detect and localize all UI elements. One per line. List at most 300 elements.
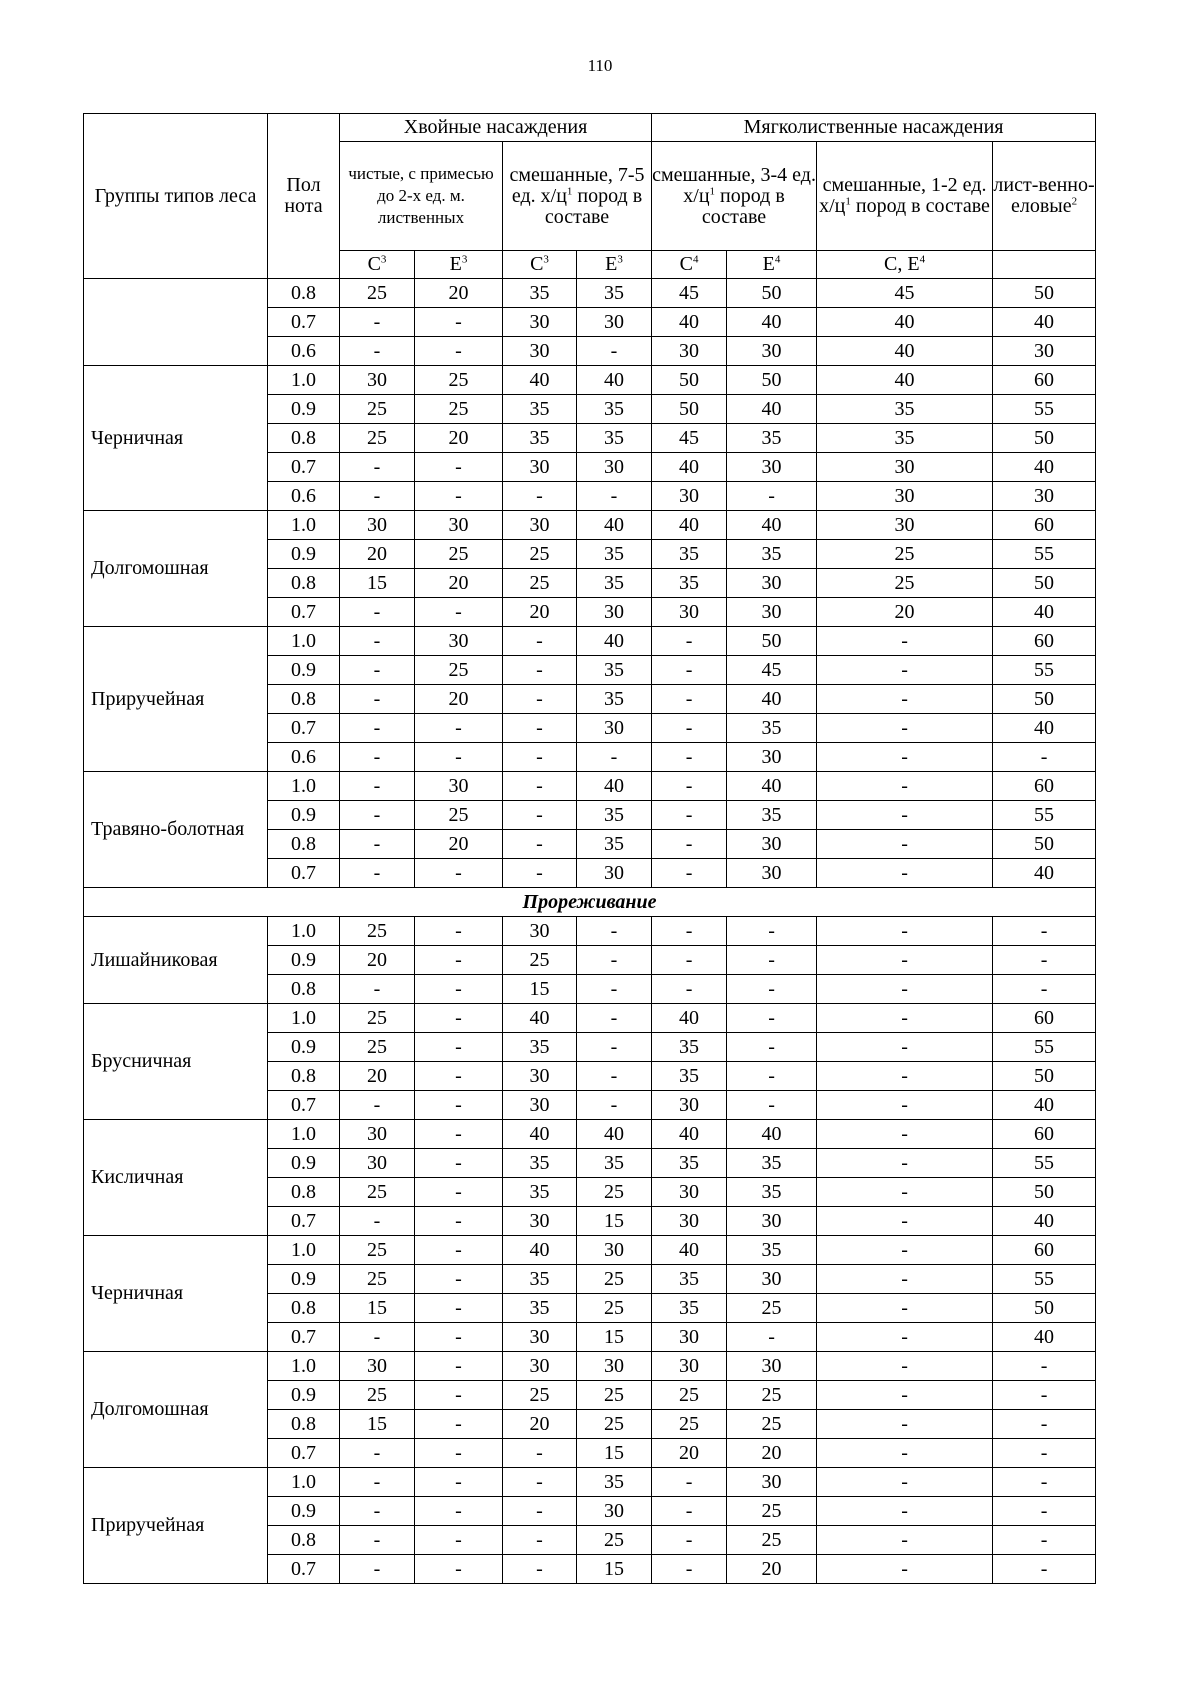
value-cell: - bbox=[577, 337, 652, 366]
value-cell: - bbox=[577, 946, 652, 975]
value-cell: - bbox=[817, 1526, 993, 1555]
value-cell: - bbox=[415, 859, 503, 888]
value-cell: 25 bbox=[727, 1294, 817, 1323]
value-cell: 30 bbox=[340, 511, 415, 540]
value-cell: 30 bbox=[727, 453, 817, 482]
value-cell: 35 bbox=[817, 395, 993, 424]
value-cell: 60 bbox=[993, 1004, 1096, 1033]
value-cell: - bbox=[415, 1265, 503, 1294]
value-cell: 55 bbox=[993, 1149, 1096, 1178]
value-cell: - bbox=[993, 1381, 1096, 1410]
value-cell: 35 bbox=[503, 424, 577, 453]
value-cell: - bbox=[817, 1178, 993, 1207]
density-cell: 0.8 bbox=[268, 975, 340, 1004]
value-cell: 40 bbox=[503, 366, 577, 395]
section-row bbox=[84, 888, 1096, 917]
value-cell: 15 bbox=[503, 975, 577, 1004]
value-cell: - bbox=[340, 1555, 415, 1584]
value-cell: 25 bbox=[340, 424, 415, 453]
value-cell: 55 bbox=[993, 1265, 1096, 1294]
value-cell: 50 bbox=[727, 627, 817, 656]
value-cell: - bbox=[340, 743, 415, 772]
value-cell: 40 bbox=[993, 453, 1096, 482]
value-cell: 30 bbox=[577, 308, 652, 337]
density-cell: 0.9 bbox=[268, 1149, 340, 1178]
value-cell: - bbox=[817, 859, 993, 888]
species-header-cell: $Е^3$ bbox=[415, 251, 503, 279]
value-cell: - bbox=[727, 1004, 817, 1033]
value-cell: 40 bbox=[503, 1120, 577, 1149]
value-cell: - bbox=[817, 627, 993, 656]
value-cell: 60 bbox=[993, 511, 1096, 540]
value-cell: 20 bbox=[340, 1062, 415, 1091]
value-cell: 30 bbox=[340, 1149, 415, 1178]
value-cell: 25 bbox=[340, 917, 415, 946]
table-row bbox=[84, 366, 1096, 395]
value-cell: - bbox=[503, 482, 577, 511]
value-cell: 40 bbox=[817, 337, 993, 366]
value-cell: 30 bbox=[340, 1352, 415, 1381]
density-cell: 0.7 bbox=[268, 453, 340, 482]
page-number: 110 bbox=[587, 56, 613, 75]
value-cell: 25 bbox=[652, 1410, 727, 1439]
value-cell: 30 bbox=[727, 1468, 817, 1497]
value-cell: - bbox=[577, 482, 652, 511]
value-cell: 40 bbox=[993, 308, 1096, 337]
value-cell: - bbox=[577, 1062, 652, 1091]
density-cell: 0.9 bbox=[268, 1033, 340, 1062]
group-name: Приручейная bbox=[84, 1468, 268, 1584]
density-cell: 1.0 bbox=[268, 1352, 340, 1381]
value-cell: 30 bbox=[727, 1207, 817, 1236]
value-cell: 30 bbox=[727, 569, 817, 598]
value-cell: - bbox=[727, 975, 817, 1004]
group-name: Лишайниковая bbox=[84, 917, 268, 1004]
value-cell: - bbox=[817, 1555, 993, 1584]
value-cell: - bbox=[415, 975, 503, 1004]
species-header-cell: $С^3$ bbox=[503, 251, 577, 279]
value-cell: - bbox=[727, 917, 817, 946]
value-cell: 30 bbox=[652, 598, 727, 627]
value-cell: 50 bbox=[652, 366, 727, 395]
density-cell: 1.0 bbox=[268, 1120, 340, 1149]
value-cell: 25 bbox=[415, 395, 503, 424]
value-cell: - bbox=[652, 685, 727, 714]
value-cell: - bbox=[652, 917, 727, 946]
value-cell: 30 bbox=[415, 511, 503, 540]
value-cell: - bbox=[993, 1439, 1096, 1468]
value-cell: 50 bbox=[993, 685, 1096, 714]
density-cell: 0.8 bbox=[268, 279, 340, 308]
density-cell: 1.0 bbox=[268, 366, 340, 395]
value-cell: 15 bbox=[577, 1439, 652, 1468]
value-cell: - bbox=[415, 1004, 503, 1033]
value-cell: 35 bbox=[727, 424, 817, 453]
table-row bbox=[84, 917, 1096, 946]
value-cell: 30 bbox=[340, 366, 415, 395]
density-cell: 1.0 bbox=[268, 627, 340, 656]
density-cell: 0.8 bbox=[268, 1410, 340, 1439]
value-cell: 25 bbox=[727, 1526, 817, 1555]
density-cell: 1.0 bbox=[268, 917, 340, 946]
value-cell: 30 bbox=[652, 337, 727, 366]
value-cell: 40 bbox=[652, 1236, 727, 1265]
value-cell: - bbox=[817, 975, 993, 1004]
value-cell: 50 bbox=[993, 424, 1096, 453]
value-cell: 30 bbox=[503, 1091, 577, 1120]
value-cell: - bbox=[415, 1033, 503, 1062]
value-cell: - bbox=[340, 830, 415, 859]
value-cell: 30 bbox=[503, 337, 577, 366]
value-cell: 55 bbox=[993, 1033, 1096, 1062]
value-cell: 25 bbox=[340, 1381, 415, 1410]
value-cell: 25 bbox=[340, 1236, 415, 1265]
value-cell: 15 bbox=[577, 1323, 652, 1352]
density-cell: 0.7 bbox=[268, 714, 340, 743]
value-cell: 20 bbox=[503, 598, 577, 627]
value-cell: - bbox=[503, 627, 577, 656]
density-cell: 1.0 bbox=[268, 1236, 340, 1265]
value-cell: - bbox=[993, 1497, 1096, 1526]
density-cell: 0.7 bbox=[268, 308, 340, 337]
value-cell: 30 bbox=[652, 1091, 727, 1120]
value-cell: 20 bbox=[817, 598, 993, 627]
value-cell: 50 bbox=[993, 569, 1096, 598]
value-cell: - bbox=[340, 1439, 415, 1468]
value-cell: - bbox=[503, 1468, 577, 1497]
value-cell: 30 bbox=[727, 1352, 817, 1381]
value-cell: 25 bbox=[817, 540, 993, 569]
value-cell: - bbox=[817, 1033, 993, 1062]
value-cell: - bbox=[340, 482, 415, 511]
value-cell: - bbox=[577, 743, 652, 772]
value-cell: 40 bbox=[993, 1091, 1096, 1120]
density-cell: 0.8 bbox=[268, 1062, 340, 1091]
value-cell: 40 bbox=[577, 627, 652, 656]
value-cell: 25 bbox=[652, 1381, 727, 1410]
value-cell: - bbox=[652, 975, 727, 1004]
value-cell: - bbox=[415, 1468, 503, 1497]
value-cell: - bbox=[503, 830, 577, 859]
header-density: Пол нота bbox=[268, 114, 340, 279]
value-cell: 30 bbox=[652, 482, 727, 511]
value-cell: 35 bbox=[503, 1033, 577, 1062]
value-cell: - bbox=[993, 1352, 1096, 1381]
value-cell: - bbox=[503, 801, 577, 830]
value-cell: 30 bbox=[727, 598, 817, 627]
value-cell: 35 bbox=[817, 424, 993, 453]
value-cell: - bbox=[817, 946, 993, 975]
value-cell: 40 bbox=[993, 859, 1096, 888]
value-cell: 35 bbox=[577, 1468, 652, 1497]
value-cell: - bbox=[727, 946, 817, 975]
table-row bbox=[84, 1004, 1096, 1033]
value-cell: - bbox=[652, 772, 727, 801]
value-cell: 40 bbox=[993, 1323, 1096, 1352]
table-row bbox=[84, 511, 1096, 540]
value-cell: 20 bbox=[415, 279, 503, 308]
value-cell: 50 bbox=[727, 279, 817, 308]
value-cell: - bbox=[817, 1323, 993, 1352]
density-cell: 0.9 bbox=[268, 1497, 340, 1526]
value-cell: 25 bbox=[817, 569, 993, 598]
density-cell: 0.9 bbox=[268, 540, 340, 569]
group-name bbox=[84, 279, 268, 366]
value-cell: - bbox=[817, 685, 993, 714]
value-cell: 55 bbox=[993, 395, 1096, 424]
value-cell: - bbox=[817, 656, 993, 685]
value-cell: 20 bbox=[340, 946, 415, 975]
group-name: Травяно-болотная bbox=[84, 772, 268, 888]
value-cell: 30 bbox=[577, 714, 652, 743]
value-cell: 30 bbox=[415, 772, 503, 801]
value-cell: - bbox=[340, 859, 415, 888]
value-cell: 25 bbox=[340, 395, 415, 424]
species-header-cell: С, $Е^4$ bbox=[817, 251, 993, 279]
value-cell: - bbox=[993, 1410, 1096, 1439]
value-cell: - bbox=[340, 1091, 415, 1120]
value-cell: - bbox=[817, 801, 993, 830]
value-cell: 45 bbox=[817, 279, 993, 308]
value-cell: 40 bbox=[993, 598, 1096, 627]
value-cell: 30 bbox=[503, 1323, 577, 1352]
value-cell: - bbox=[652, 801, 727, 830]
value-cell: 40 bbox=[577, 366, 652, 395]
value-cell: 25 bbox=[577, 1526, 652, 1555]
value-cell: 40 bbox=[577, 1120, 652, 1149]
value-cell: 30 bbox=[503, 1352, 577, 1381]
value-cell: 35 bbox=[503, 1178, 577, 1207]
value-cell: 25 bbox=[415, 366, 503, 395]
value-cell: 20 bbox=[415, 424, 503, 453]
table-row bbox=[84, 1352, 1096, 1381]
value-cell: 40 bbox=[727, 1120, 817, 1149]
value-cell: - bbox=[503, 685, 577, 714]
density-cell: 0.8 bbox=[268, 1178, 340, 1207]
value-cell: - bbox=[817, 830, 993, 859]
value-cell: - bbox=[727, 1323, 817, 1352]
value-cell: 25 bbox=[727, 1410, 817, 1439]
value-cell: 30 bbox=[503, 511, 577, 540]
value-cell: 35 bbox=[577, 540, 652, 569]
value-cell: 40 bbox=[652, 308, 727, 337]
value-cell: - bbox=[415, 1352, 503, 1381]
value-cell: 40 bbox=[727, 511, 817, 540]
section-title: Прореживание bbox=[84, 888, 1096, 917]
value-cell: 25 bbox=[577, 1178, 652, 1207]
value-cell: 25 bbox=[503, 946, 577, 975]
density-cell: 0.9 bbox=[268, 1265, 340, 1294]
value-cell: 15 bbox=[340, 1294, 415, 1323]
value-cell: - bbox=[340, 453, 415, 482]
table-row bbox=[84, 279, 1096, 308]
value-cell: 30 bbox=[577, 1352, 652, 1381]
density-cell: 0.7 bbox=[268, 1207, 340, 1236]
value-cell: 35 bbox=[577, 685, 652, 714]
header-pure: чистые, с примесью до 2-х ед. м. лиственных bbox=[340, 142, 503, 251]
value-cell: - bbox=[340, 627, 415, 656]
value-cell: 25 bbox=[340, 1178, 415, 1207]
value-cell: - bbox=[817, 1149, 993, 1178]
species-header-cell: $С^3$ bbox=[340, 251, 415, 279]
value-cell: 45 bbox=[652, 424, 727, 453]
value-cell: 30 bbox=[577, 598, 652, 627]
value-cell: - bbox=[340, 1497, 415, 1526]
value-cell: 35 bbox=[577, 830, 652, 859]
value-cell: 40 bbox=[577, 511, 652, 540]
value-cell: 25 bbox=[577, 1265, 652, 1294]
value-cell: - bbox=[503, 1526, 577, 1555]
value-cell: 30 bbox=[727, 743, 817, 772]
density-cell: 0.6 bbox=[268, 337, 340, 366]
value-cell: - bbox=[503, 743, 577, 772]
value-cell: 30 bbox=[727, 830, 817, 859]
value-cell: - bbox=[415, 337, 503, 366]
value-cell: 30 bbox=[817, 453, 993, 482]
value-cell: 25 bbox=[577, 1410, 652, 1439]
value-cell: - bbox=[817, 743, 993, 772]
value-cell: 30 bbox=[503, 917, 577, 946]
value-cell: 55 bbox=[993, 656, 1096, 685]
density-cell: 0.8 bbox=[268, 1526, 340, 1555]
value-cell: - bbox=[817, 1207, 993, 1236]
value-cell: 25 bbox=[340, 279, 415, 308]
value-cell: - bbox=[340, 598, 415, 627]
value-cell: 40 bbox=[652, 1120, 727, 1149]
value-cell: 35 bbox=[503, 1265, 577, 1294]
value-cell: 50 bbox=[652, 395, 727, 424]
species-header-cell bbox=[993, 251, 1096, 279]
density-cell: 0.9 bbox=[268, 395, 340, 424]
value-cell: 20 bbox=[415, 569, 503, 598]
value-cell: 30 bbox=[727, 1265, 817, 1294]
density-cell: 1.0 bbox=[268, 511, 340, 540]
species-header-cell: $Е^4$ bbox=[727, 251, 817, 279]
header-deciduous-spruce: лист-венно-еловые$^2$ bbox=[993, 142, 1096, 251]
group-name: Черничная bbox=[84, 1236, 268, 1352]
value-cell: - bbox=[415, 308, 503, 337]
value-cell: 30 bbox=[652, 1352, 727, 1381]
value-cell: 35 bbox=[577, 656, 652, 685]
value-cell: - bbox=[817, 1468, 993, 1497]
value-cell: 20 bbox=[415, 830, 503, 859]
value-cell: - bbox=[652, 859, 727, 888]
species-header-cell: $С^4$ bbox=[652, 251, 727, 279]
value-cell: - bbox=[652, 743, 727, 772]
value-cell: 35 bbox=[727, 1149, 817, 1178]
group-name: Долгомошная bbox=[84, 1352, 268, 1468]
value-cell: - bbox=[727, 1062, 817, 1091]
value-cell: 30 bbox=[577, 1497, 652, 1526]
group-name: Брусничная bbox=[84, 1004, 268, 1120]
value-cell: - bbox=[415, 1207, 503, 1236]
value-cell: 35 bbox=[652, 1062, 727, 1091]
value-cell: - bbox=[993, 743, 1096, 772]
value-cell: 15 bbox=[340, 569, 415, 598]
value-cell: - bbox=[577, 1004, 652, 1033]
value-cell: 30 bbox=[652, 1323, 727, 1352]
header-coniferous: Хвойные насаждения bbox=[340, 114, 652, 142]
value-cell: 30 bbox=[503, 1207, 577, 1236]
value-cell: 45 bbox=[727, 656, 817, 685]
value-cell: - bbox=[817, 1062, 993, 1091]
value-cell: - bbox=[415, 1381, 503, 1410]
value-cell: 30 bbox=[415, 627, 503, 656]
value-cell: - bbox=[727, 482, 817, 511]
value-cell: 50 bbox=[993, 1294, 1096, 1323]
value-cell: 15 bbox=[577, 1207, 652, 1236]
density-cell: 0.9 bbox=[268, 656, 340, 685]
value-cell: 40 bbox=[727, 308, 817, 337]
value-cell: - bbox=[652, 830, 727, 859]
value-cell: - bbox=[503, 714, 577, 743]
value-cell: - bbox=[415, 1294, 503, 1323]
value-cell: - bbox=[415, 1120, 503, 1149]
value-cell: 25 bbox=[577, 1381, 652, 1410]
value-cell: 35 bbox=[503, 395, 577, 424]
density-cell: 1.0 bbox=[268, 772, 340, 801]
value-cell: - bbox=[415, 1497, 503, 1526]
value-cell: 35 bbox=[727, 1236, 817, 1265]
value-cell: 30 bbox=[727, 337, 817, 366]
value-cell: 40 bbox=[727, 395, 817, 424]
value-cell: 55 bbox=[993, 540, 1096, 569]
value-cell: - bbox=[652, 946, 727, 975]
value-cell: - bbox=[652, 1468, 727, 1497]
value-cell: 35 bbox=[652, 1265, 727, 1294]
value-cell: - bbox=[415, 1149, 503, 1178]
value-cell: 15 bbox=[577, 1555, 652, 1584]
value-cell: 25 bbox=[727, 1381, 817, 1410]
value-cell: 30 bbox=[993, 482, 1096, 511]
value-cell: 30 bbox=[817, 511, 993, 540]
value-cell: - bbox=[503, 772, 577, 801]
density-cell: 0.8 bbox=[268, 685, 340, 714]
value-cell: 35 bbox=[577, 1149, 652, 1178]
header-mixed-3-4: смешанные, 3-4 ед. $х/ц^1$ пород в составе bbox=[652, 142, 817, 251]
value-cell: - bbox=[727, 1033, 817, 1062]
value-cell: 30 bbox=[993, 337, 1096, 366]
value-cell: 25 bbox=[415, 801, 503, 830]
value-cell: - bbox=[652, 1555, 727, 1584]
value-cell: - bbox=[415, 482, 503, 511]
value-cell: 40 bbox=[577, 772, 652, 801]
value-cell: 50 bbox=[993, 1062, 1096, 1091]
value-cell: 30 bbox=[727, 859, 817, 888]
header-mixed-1-2: смешанные, 1-2 ед. $х/ц^1$ пород в составе bbox=[817, 142, 993, 251]
value-cell: 35 bbox=[503, 1149, 577, 1178]
value-cell: 60 bbox=[993, 772, 1096, 801]
value-cell: - bbox=[415, 946, 503, 975]
value-cell: - bbox=[993, 975, 1096, 1004]
value-cell: - bbox=[577, 1033, 652, 1062]
value-cell: - bbox=[817, 1497, 993, 1526]
value-cell: - bbox=[415, 1062, 503, 1091]
group-name: Кисличная bbox=[84, 1120, 268, 1236]
value-cell: 35 bbox=[577, 801, 652, 830]
value-cell: 20 bbox=[503, 1410, 577, 1439]
value-cell: - bbox=[503, 656, 577, 685]
value-cell: - bbox=[817, 1381, 993, 1410]
value-cell: - bbox=[652, 714, 727, 743]
value-cell: 35 bbox=[727, 714, 817, 743]
value-cell: 20 bbox=[415, 685, 503, 714]
value-cell: 50 bbox=[727, 366, 817, 395]
value-cell: 35 bbox=[652, 540, 727, 569]
value-cell: - bbox=[817, 1294, 993, 1323]
value-cell: 30 bbox=[577, 1236, 652, 1265]
value-cell: 25 bbox=[503, 540, 577, 569]
